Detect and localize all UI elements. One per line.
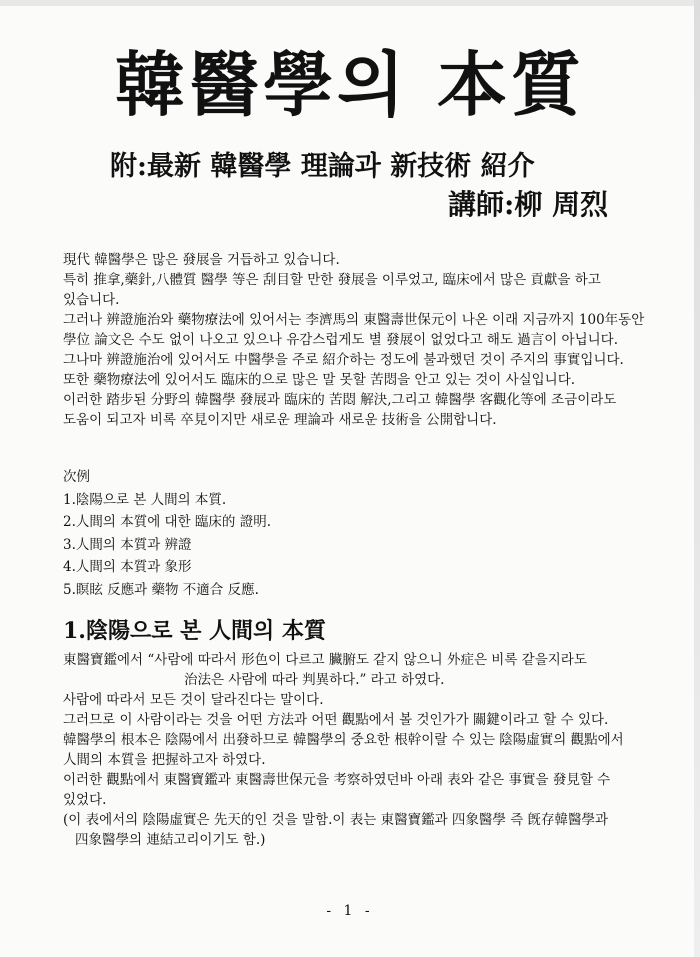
intro-line: 學位 論文은 수도 없이 나오고 있으나 유감스럽게도 별 發展이 없었다고 해도 過言이 아닙니다. — [63, 332, 619, 348]
section-line: 韓醫學의 根本은 陰陽에서 出發하므로 韓醫學의 중요한 根幹이랄 수 있는 陰陽虛實의 觀點에서 — [63, 732, 624, 748]
document-subtitle: 附:最新 韓醫學 理論과 新技術 紹介 — [110, 151, 535, 182]
section-line: 東醫寶鑑에서 “사람에 따라서 形色이 다르고 臟腑도 같지 않으니 外症은 비록 같을지라도 — [63, 652, 587, 668]
section-body — [63, 650, 688, 850]
section-line: 人間의 本質을 把握하고자 하였다. — [63, 752, 266, 768]
toc-heading: 次例 — [63, 469, 90, 485]
toc-item: 2.人間의 本質에 대한 臨床的 證明. — [63, 514, 272, 530]
intro-line: 現代 韓醫學은 많은 發展을 거듭하고 있습니다. — [63, 252, 340, 268]
intro-line: 특히 推拿,藥針,八體質 醫學 等은 刮目할 만한 發展을 이루었고, 臨床에서 많은 貢獻을 하고 — [63, 272, 601, 288]
scan-edge-top — [0, 0, 700, 6]
intro-line: 있습니다. — [63, 292, 120, 308]
section-line: 이러한 觀點에서 東醫寶鑑과 東醫壽世保元을 考察하였던바 아래 表와 같은 事實을 發見할 수 — [63, 772, 611, 788]
section-line: 四象醫學의 連結고리이기도 함.) — [75, 832, 266, 848]
toc-item: 1.陰陽으로 본 人間의 本質. — [63, 491, 227, 508]
intro-line: 그러나 辨證施治와 藥物療法에 있어서는 李濟馬의 東醫壽世保元이 나온 이래 지금까지 100年동안 — [63, 312, 645, 328]
table-of-contents — [63, 466, 271, 601]
lecturer-name: 講師:柳 周烈 — [448, 188, 609, 221]
page-number: - 1 - — [326, 903, 374, 919]
toc-item: 3.人間의 本質과 辨證 — [63, 536, 192, 553]
document-title: 韓醫學의 本質 — [115, 43, 585, 126]
scan-edge-right — [694, 0, 700, 957]
intro-line: 그나마 辨證施治에 있어서도 中醫學을 주로 紹介하는 정도에 불과했던 것이 주지의 事實입니다. — [63, 352, 624, 368]
intro-line: 이러한 踏步된 分野의 韓醫學 發展과 臨床的 苦悶 解決,그리고 韓醫學 客觀化等에 조금이라도 — [63, 392, 617, 408]
section-line: 사람에 따라서 모든 것이 달라진다는 말이다. — [63, 692, 324, 708]
intro-line: 또한 藥物療法에 있어서도 臨床的으로 많은 말 못할 苦悶을 안고 있는 것이 사실입니다. — [63, 372, 576, 388]
section-line: 治法은 사람에 따라 判異하다.” 라고 하였다. — [184, 672, 445, 688]
toc-item: 4.人間의 本質과 象形 — [63, 559, 192, 575]
section-line: 그러므로 이 사람이라는 것을 어떤 方法과 어떤 觀點에서 볼 것인가가 關鍵이라고 할 수 있다. — [63, 712, 609, 728]
intro-line: 도움이 되고자 비록 卒見이지만 새로운 理論과 새로운 技術을 公開합니다. — [63, 412, 497, 428]
intro-paragraph — [63, 250, 688, 430]
section-line: 있었다. — [63, 792, 107, 808]
toc-item: 5.瞑眩 反應과 藥物 不適合 反應. — [63, 581, 259, 598]
section-title: 1.陰陽으로 본 人間의 本質 — [63, 618, 326, 644]
section-line: (이 表에서의 陰陽虛實은 先天的인 것을 말함.이 表는 東醫寶鑑과 四象醫學 즉 旣存韓醫學과 — [63, 812, 609, 828]
